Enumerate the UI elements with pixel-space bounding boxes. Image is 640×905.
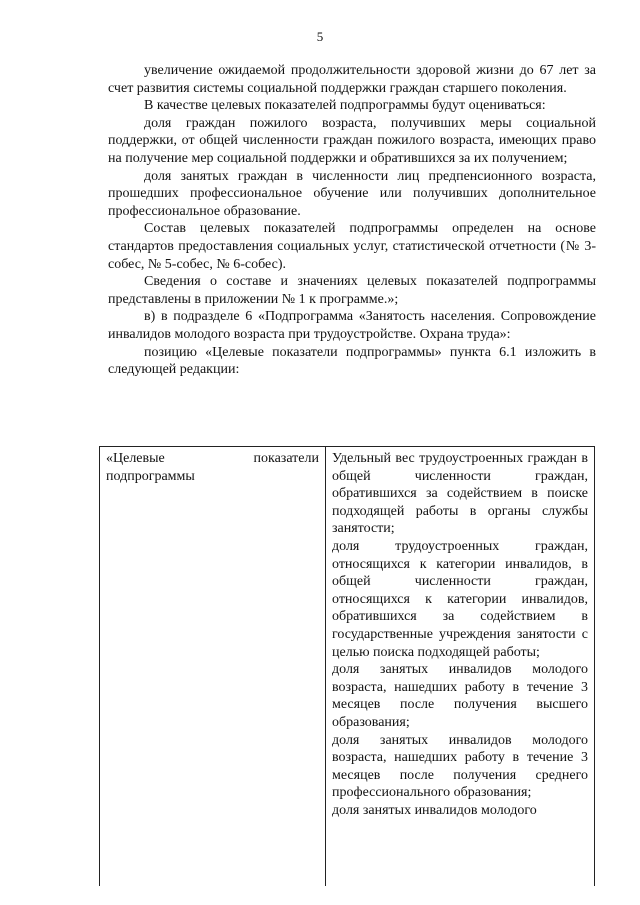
paragraph-5: Состав целевых показателей подпрограммы определен на основе стандартов предоставления социальных услуг, статистической отчетности (№ 3-собес, № 5-собес, № 6-собес).: [108, 221, 596, 272]
table-cell-label: [100, 447, 326, 886]
table-label-text: «Целевые показатели подпрограммы: [106, 451, 319, 484]
paragraph-2: В качестве целевых показателей подпрограммы будут оцениваться:: [144, 98, 546, 114]
table-item: доля занятых инвалидов молодого: [332, 802, 537, 818]
table-cell-values: [326, 447, 594, 886]
paragraph-7: в) в подразделе 6 «Подпрограмма «Занятость населения. Сопровождение инвалидов молодого возраста при трудоустройстве. Охрана труда»:: [108, 309, 596, 342]
paragraph-6: Сведения о составе и значениях целевых показателей подпрограммы представлены в приложении № 1 к программе.»;: [108, 274, 596, 307]
paragraph-4: доля занятых граждан в численности лиц предпенсионного возраста, прошедших профессиональное обучение или получивших дополнительное профессиональное образование.: [108, 168, 596, 219]
table-item: Удельный вес трудоустроенных граждан в общей численности граждан, обратившихся за содействием в поиске подходящей работы в органы службы занятости;: [332, 451, 588, 537]
table-item: доля трудоустроенных граждан, относящихся к категории инвалидов, в общей численности граждан, относящихся к категории инвалидов, обратившихся за содействием в государственные учреждения занятости с целью поиска подходящей работы;: [332, 538, 588, 660]
table-item: доля занятых инвалидов молодого возраста, нашедших работу в течение 3 месяцев после получения среднего профессионального образования;: [332, 732, 588, 801]
body-text: [108, 62, 596, 379]
indicators-table: [99, 446, 595, 886]
paragraph-1: увеличение ожидаемой продолжительности здоровой жизни до 67 лет за счет развития системы социальной поддержки граждан старшего поколения.: [108, 63, 596, 96]
page-number: 5: [316, 29, 324, 44]
paragraph-8: позицию «Целевые показатели подпрограммы» пункта 6.1 изложить в следующей редакции:: [108, 344, 596, 378]
table-item: доля занятых инвалидов молодого возраста, нашедших работу в течение 3 месяцев после получения высшего образования;: [332, 662, 588, 730]
paragraph-3: доля граждан пожилого возраста, получивших меры социальной поддержки, от общей численности граждан пожилого возраста, имеющих право на получение мер социальной поддержки и обратившихся за их получением;: [108, 115, 596, 166]
